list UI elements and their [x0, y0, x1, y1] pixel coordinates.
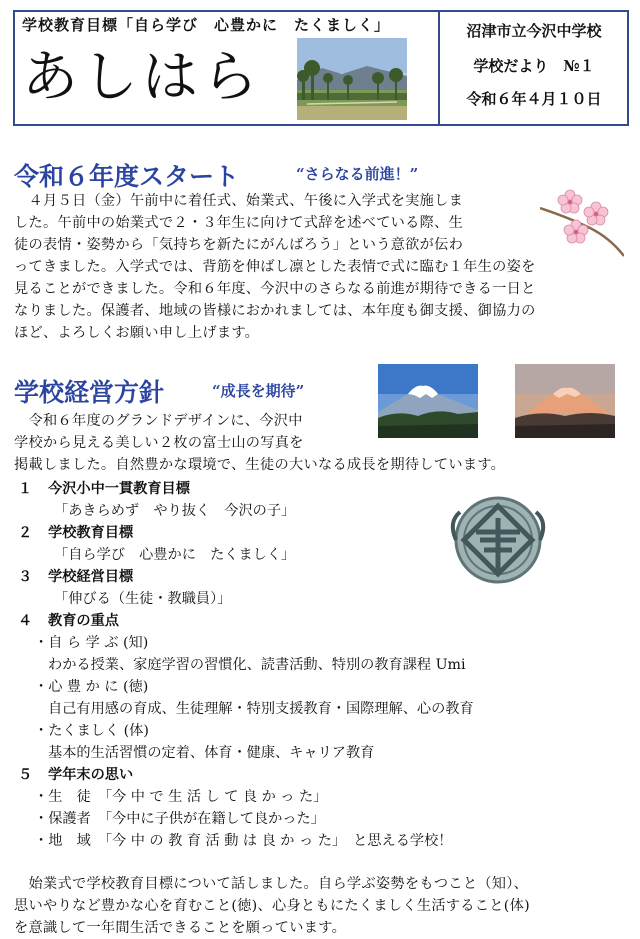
- item-number: ２: [18, 525, 33, 541]
- item-title: 学校教育目標: [48, 525, 134, 541]
- section1-line: ４月５日（金）午前中に着任式、始業式、午後に入学式を実施しま: [14, 193, 464, 209]
- newsletter-title: あしはら: [22, 45, 262, 110]
- section1-line: した。午前中の始業式で２・３年生に向けて式辞を述べている際、生: [14, 215, 464, 231]
- focus-desc: 自己有用感の育成、生徒理解・特別支援教育・国際理解、心の教育: [48, 701, 474, 717]
- cherry-blossom-icon: [540, 188, 624, 260]
- item-number: ５: [18, 767, 33, 783]
- item-title: 今沢小中一貫教育目標: [48, 481, 190, 497]
- item-number: １: [18, 481, 33, 497]
- section1-line: 徒の表情・姿勢から「気持ちを新たにがんばろう」という意欲が伝わ: [14, 237, 464, 253]
- section1-line: 見ることができました。令和６年度、今沢中のさらなる前進が期待できる一日と: [14, 281, 536, 297]
- item-title: 学校経営目標: [48, 569, 134, 585]
- item-number: ４: [18, 613, 33, 629]
- landscape-photo: [297, 38, 407, 120]
- section2-subheading: “成長を期待”: [212, 382, 305, 400]
- section1-subheading: “さらなる前進！”: [296, 165, 419, 183]
- closing-line: 始業式で学校教育目標について話しました。自ら学ぶ姿勢をもつこと（知）、: [14, 876, 529, 892]
- school-emblem: [440, 492, 556, 588]
- closing-line: 思いやりなど豊かな心を育むこと(徳)、心身ともにたくましく生活すること(体): [14, 898, 530, 914]
- section2-intro-line: 掲載しました。自然豊かな環境で、生徒の大いなる成長を期待しています。: [14, 457, 506, 473]
- section2-intro-line: 学校から見える美しい２枚の富士山の写真を: [14, 435, 304, 451]
- item-detail: 「あきらめず やり抜く 今沢の子」: [54, 503, 296, 519]
- school-name: 沼津市立今沢中学校: [466, 22, 602, 40]
- section1-line: ほど、よろしくお願い申し上げます。: [14, 325, 260, 341]
- item-detail: 「伸びる（生徒・教職員）」: [54, 591, 232, 607]
- item-title: 学年末の思い: [48, 767, 134, 783]
- closing-line: を意識して一年間生活できることを願っています。: [14, 920, 347, 936]
- item-detail: 「自ら学び 心豊かに たくましく」: [54, 547, 296, 563]
- section1-line: なりました。保護者、地域の皆様におかれましては、本年度も御支援、御協力の: [14, 303, 536, 319]
- year-end-row: ・保護者 「今中に子供が在籍して良かった」: [34, 811, 325, 827]
- section2-intro-line: 令和６年度のグランドデザインに、今沢中: [14, 413, 303, 429]
- item-number: ３: [18, 569, 33, 585]
- section1-line: ってきました。入学式では、背筋を伸ばし凛とした表情で式に臨む１年生の姿を: [14, 259, 536, 275]
- focus-label: ・自 ら 学 ぶ (知): [34, 635, 149, 651]
- focus-label: ・心 豊 か に (徳): [34, 679, 149, 695]
- issue-date: 令和６年４月１０日: [466, 90, 602, 108]
- school-motto: 学校教育目標「自ら学び 心豊かに たくましく」: [22, 16, 391, 34]
- mount-fuji-photo-sunset: [515, 364, 615, 438]
- focus-desc: わかる授業、家庭学習の習慣化、読書活動、特別の教育課程 Umi: [48, 657, 466, 673]
- section2-heading: 学校経営方針: [14, 378, 165, 407]
- year-end-row: ・地 域 「今 中 の 教 育 活 動 は 良 か っ た」 と思える学校！: [34, 833, 453, 849]
- item-title: 教育の重点: [48, 613, 119, 629]
- section1-heading: 令和６年度スタート: [14, 162, 240, 191]
- focus-label: ・たくましく (体): [34, 723, 149, 739]
- mount-fuji-photo-day: [378, 364, 478, 438]
- issue-number: 学校だより №１: [473, 57, 595, 75]
- year-end-row: ・生 徒 「今 中 で 生 活 し て 良 か っ た」: [34, 789, 328, 805]
- focus-desc: 基本的生活習慣の定着、体育・健康、キャリア教育: [48, 745, 375, 761]
